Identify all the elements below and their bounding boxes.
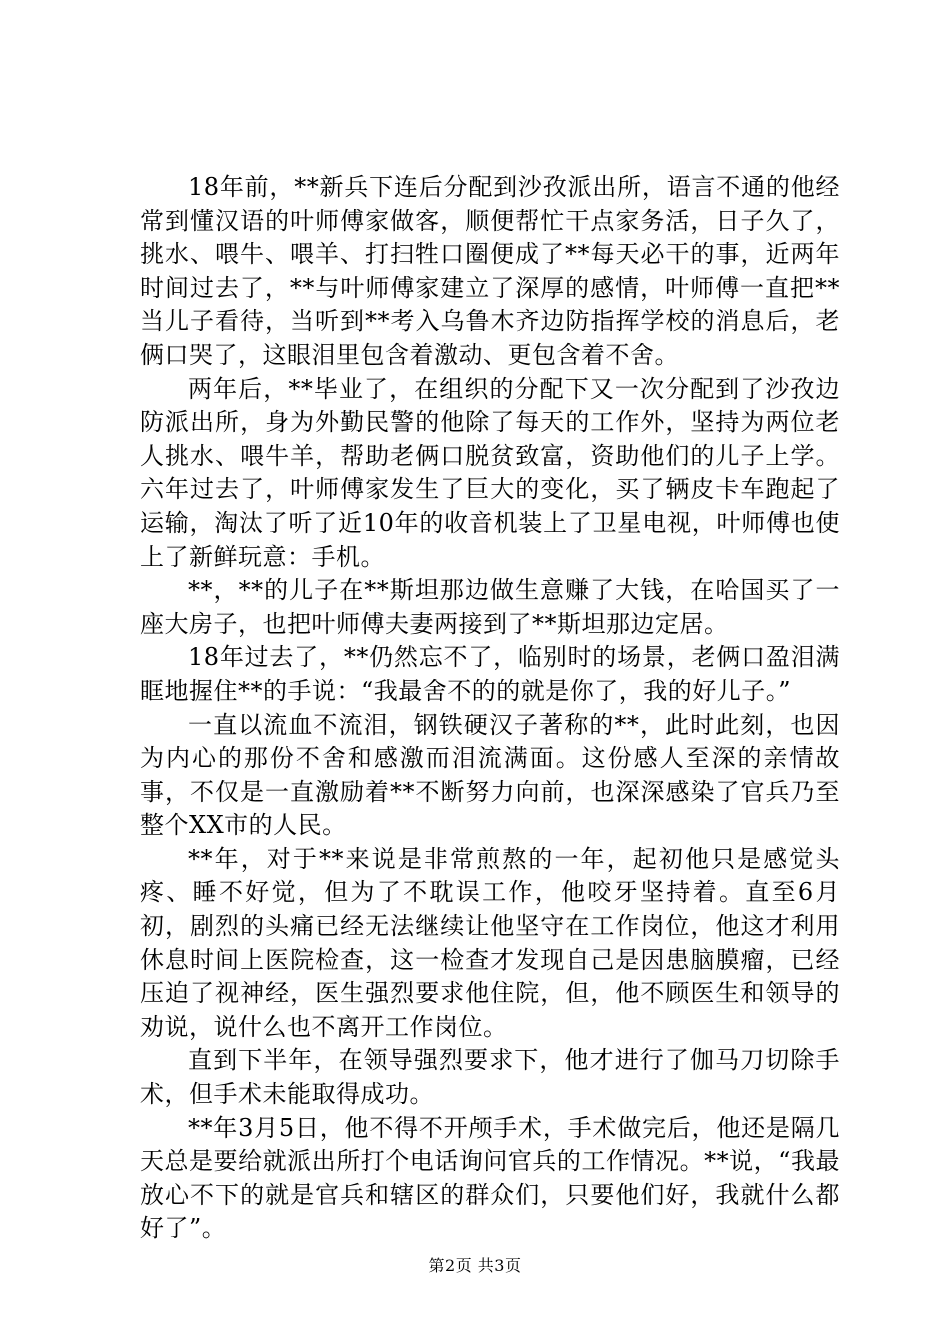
- document-body: [140, 171, 840, 1246]
- paragraph: **，**的儿子在**斯坦那边做生意赚了大钱，在哈国买了一座大房子，也把叶师傅夫妻两接到了**斯坦那边定居。: [140, 576, 840, 638]
- page-footer: 第2页 共3页: [428, 1256, 522, 1275]
- paragraph: 一直以流血不流泪，钢铁硬汉子著称的**，此时此刻，也因为内心的那份不舍和感激而泪流满面。这份感人至深的亲情故事，不仅是一直激励着**不断努力向前，也深深感染了官兵乃至整个XX市的人民。: [140, 710, 840, 840]
- paragraph: 直到下半年，在领导强烈要求下，他才进行了伽马刀切除手术，但手术未能取得成功。: [140, 1046, 840, 1109]
- paragraph: **年，对于**来说是非常煎熬的一年，起初他只是感觉头疼、睡不好觉，但为了不耽误工作，他咬牙坚持着。直至6月初，剧烈的头痛已经无法继续让他坚守在工作岗位，他这才利用休息时间上医院检查，这一检查才发现自己是因患脑膜瘤，已经压迫了视神经，医生强烈要求他住院，但，他不顾医生和领导的劝说，说什么也不离开工作岗位。: [140, 844, 840, 1041]
- paragraph: 18年前，**新兵下连后分配到沙孜派出所，语言不通的他经常到懂汉语的叶师傅家做客，顺便帮忙干点家务活，日子久了，挑水、喂牛、喂羊、打扫牲口圈便成了**每天必干的事，近两年时间过去了，**与叶师傅家建立了深厚的感情，叶师傅一直把**当儿子看待，当听到**考入乌鲁木齐边防指挥学校的消息后，老俩口哭了，这眼泪里包含着激动、更包含着不舍。: [140, 173, 840, 369]
- paragraph: 18年过去了，**仍然忘不了，临别时的场景，老俩口盈泪满眶地握住**的手说：“我最舍不的的就是你了，我的好儿子。”: [140, 643, 840, 705]
- paragraph: **年3月5日，他不得不开颅手术，手术做完后，他还是隔几天总是要给就派出所打个电话询问官兵的工作情况。**说，“我最放心不下的就是官兵和辖区的群众们，只要他们好，我就什么都好了”。: [140, 1113, 840, 1243]
- paragraph: 两年后，**毕业了，在组织的分配下又一次分配到了沙孜边防派出所，身为外勤民警的他除了每天的工作外，坚持为两位老人挑水、喂牛羊，帮助老俩口脱贫致富，资助他们的儿子上学。六年过去了，叶师傅家发生了巨大的变化，买了辆皮卡车跑起了运输，淘汰了听了近10年的收音机装上了卫星电视，叶师傅也使上了新鲜玩意：手机。: [140, 374, 840, 571]
